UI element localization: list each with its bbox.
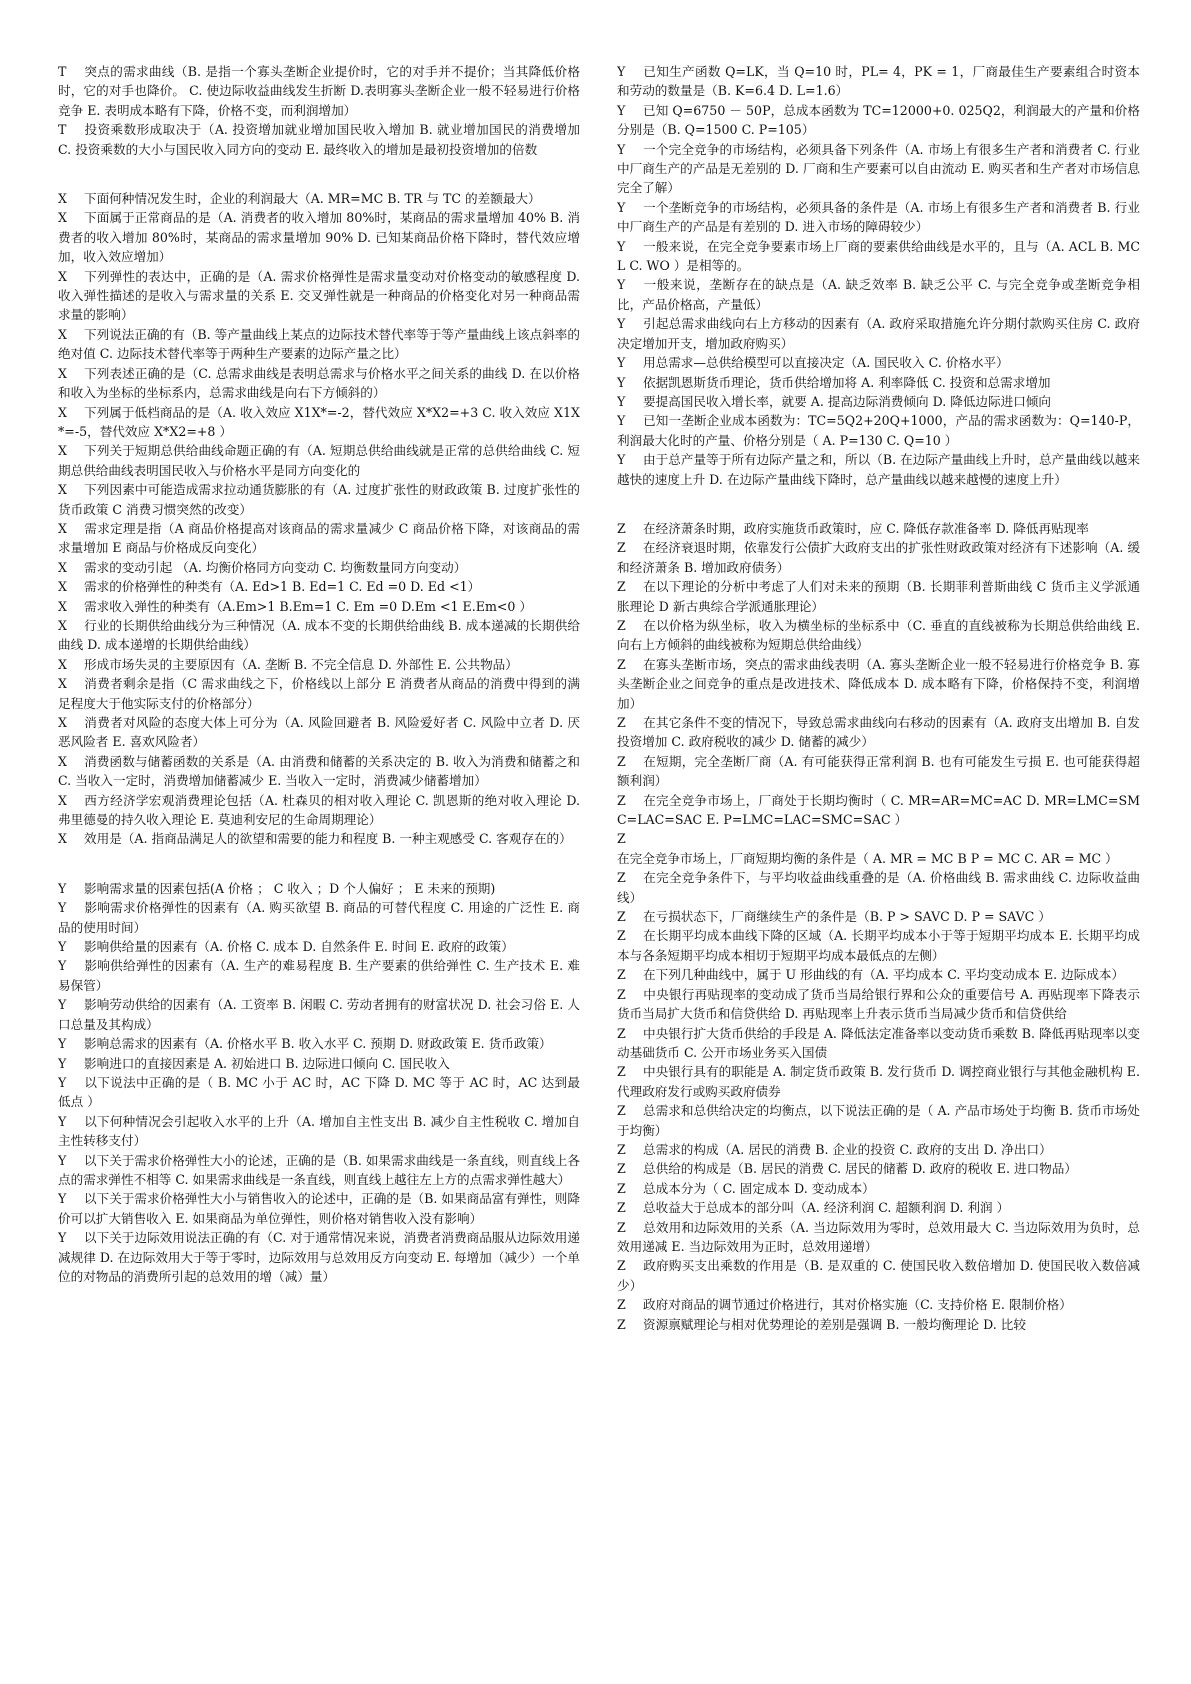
- question-entry: [617, 616, 1140, 655]
- right-column: [617, 62, 1140, 1664]
- index-letter: Y: [617, 238, 626, 254]
- question-entry: [617, 353, 1140, 372]
- index-letter: X: [58, 520, 67, 536]
- question-entry: [58, 995, 580, 1034]
- question-entry: [617, 314, 1140, 353]
- index-letter: Y: [617, 316, 626, 332]
- index-letter: Z: [617, 540, 626, 556]
- question-text: 由于总产量等于所有边际产量之和，所以（B. 在边际产量曲线上升时，总产量曲线以越来越快的速度上升 D. 在边际产量曲线下降时，总产量曲线以越来越慢的速度上升）: [617, 452, 1140, 487]
- index-letter: Y: [617, 141, 626, 157]
- question-entry: [58, 1228, 580, 1286]
- index-letter: Z: [617, 1180, 626, 1196]
- question-entry: [58, 1112, 580, 1151]
- question-text: 总供给的构成是（B. 居民的消费 C. 居民的储蓄 D. 政府的税收 E. 进口物品）: [643, 1161, 1077, 1177]
- question-entry: [617, 926, 1140, 965]
- index-letter: Y: [58, 958, 67, 974]
- question-text: 已知一垄断企业成本函数为：TC=5Q2+20Q+1000，产品的需求函数为：Q=140-P，利润最大化时的产量、价格分别是（ A. P=130 C. Q=10 ）: [617, 413, 1140, 448]
- question-entry: [58, 937, 580, 956]
- index-letter: Y: [617, 374, 626, 390]
- question-entry: [58, 791, 580, 830]
- question-text: 下列因素中可能造成需求拉动通货膨胀的有（A. 过度扩张性的财政政策 B. 过度扩张性的货币政策 C 消费习惯突然的改变）: [58, 482, 580, 517]
- question-entry: [58, 616, 580, 655]
- question-text: 一个完全竞争的市场结构，必须具备下列条件（A. 市场上有很多生产者和消费者 C. 行业中厂商生产的产品是无差别的 D. 厂商和生产要素可以自由流动 E. 购买者和生产者对市场信息完全了解）: [617, 141, 1140, 196]
- index-letter: X: [58, 326, 67, 342]
- question-text: 下面属于正常商品的是（A. 消费者的收入增加 80%时，某商品的需求量增加 40% B. 消费者的收入增加 80%时，某商品的需求量增加 90% D. 已知某商品价格下降时，替代效应增加，收入效应增加）: [58, 210, 580, 265]
- question-entry: [58, 120, 580, 159]
- question-entry: [617, 1140, 1140, 1159]
- question-entry: [58, 713, 580, 752]
- question-text: 在短期，完全垄断厂商（A. 有可能获得正常利润 B. 也有可能发生亏损 E. 也可能获得超额利润）: [617, 753, 1140, 789]
- question-entry: [58, 577, 580, 596]
- question-entry: [58, 1073, 580, 1112]
- question-text: 总成本分为（ C. 固定成本 D. 变动成本）: [643, 1180, 875, 1196]
- question-text: 中央银行再贴现率的变动成了货币当局给银行界和公众的重要信号 A. 再贴现率下降表示货币当局扩大货币和信贷供给 D. 再贴现率上升表示货币当局减少货币和信贷供给: [617, 986, 1140, 1022]
- index-letter: Z: [617, 1258, 626, 1274]
- question-text: 影响需求价格弹性的因素有（A. 购买欲望 B. 商品的可替代程度 C. 用途的广泛性 E. 商品的使用时间）: [58, 900, 580, 935]
- index-letter: T: [58, 64, 67, 79]
- question-entry: [617, 538, 1140, 577]
- question-text: 在完全竞争市场上，厂商短期均衡的条件是（ A. MR = MC B P = MC C. AR = MC ）: [617, 850, 1118, 866]
- index-letter: Y: [617, 199, 626, 215]
- question-text: 总需求的构成（A. 居民的消费 B. 企业的投资 C. 政府的支出 D. 净出口）: [643, 1141, 1052, 1157]
- index-letter: X: [58, 792, 67, 808]
- index-letter: Y: [617, 452, 626, 468]
- question-entry: [58, 189, 580, 208]
- question-entry: [58, 1054, 580, 1073]
- index-letter: Y: [58, 1152, 67, 1168]
- question-text: 要提高国民收入增长率，就要 A. 提高边际消费倾向 D. 降低边际进口倾向: [643, 393, 1051, 409]
- question-entry: [58, 62, 580, 120]
- index-letter: Z: [617, 753, 626, 769]
- question-text: 影响供给弹性的因素有（A. 生产的难易程度 B. 生产要素的供给弹性 C. 生产技术 E. 难易保管）: [58, 958, 580, 993]
- question-text: 一个垄断竞争的市场结构，必须具备的条件是（A. 市场上有很多生产者和消费者 B. 行业中厂商生产的产品是有差别的 D. 进入市场的障碍较少）: [617, 199, 1140, 235]
- index-letter: X: [58, 831, 67, 847]
- question-text: 下列属于低档商品的是（A. 收入效应 X1X*=-2，替代效应 X*X2=+3 C. 收入效应 X1X*=-5，替代效应 X*X2=+8 ）: [58, 404, 580, 439]
- question-entry: [58, 267, 580, 325]
- question-entry: [617, 392, 1140, 411]
- question-text: 投资乘数形成取决于（A. 投资增加就业增加国民收入增加 B. 就业增加国民的消费增加 C. 投资乘数的大小与国民收入同方向的变动 E. 最终收入的增加是最初投资增加的倍数: [58, 122, 580, 157]
- question-text: 以下关于需求价格弹性大小的论述，正确的是（B. 如果需求曲线是一条直线，则直线上各点的需求弹性不相等 C. 如果需求曲线是一条直线，则直线上越往左上方的点需求弹性越大）: [58, 1152, 580, 1187]
- question-entry: [58, 364, 580, 403]
- question-entry: [58, 879, 580, 898]
- index-letter: X: [58, 676, 67, 692]
- question-entry: [617, 62, 1140, 101]
- question-entry: [58, 403, 580, 442]
- question-entry: [58, 752, 580, 791]
- question-text: 需求收入弹性的种类有（A.Em>1 B.Em=1 C. Em =0 D.Em <1 E.Em<0 ）: [84, 598, 533, 614]
- question-text: 政府购买支出乘数的作用是（B. 是双重的 C. 使国民收入数倍增加 D. 使国民收入数倍减少）: [617, 1258, 1140, 1293]
- question-entry: [617, 791, 1140, 830]
- question-entry: [617, 101, 1140, 140]
- index-letter: Z: [617, 1064, 626, 1080]
- index-letter: X: [58, 753, 67, 769]
- question-text: 消费者剩余是指（C 需求曲线之下，价格线以上部分 E 消费者从商品的消费中得到的满足程度大于他实际支付的价格部分）: [58, 676, 580, 711]
- index-letter: Z: [617, 870, 626, 886]
- index-letter: Z: [617, 831, 626, 847]
- index-letter: Y: [58, 880, 67, 896]
- question-entry: [58, 1189, 580, 1228]
- question-text: 在其它条件不变的情况下，导致总需求曲线向右移动的因素有（A. 政府支出增加 B. 自发投资增加 C. 政府税收的减少 D. 储蓄的减少）: [617, 715, 1140, 750]
- question-entry: [617, 655, 1140, 713]
- index-letter: X: [58, 365, 67, 381]
- index-letter: Y: [58, 1113, 67, 1129]
- question-text: 在长期平均成本曲线下降的区域（A. 长期平均成本小于等于短期平均成本 E. 长期平均成本与各条短期平均成本相切于短期平均成本最低点的左侧）: [617, 928, 1140, 963]
- question-text: 在以价格为纵坐标，收入为横坐标的坐标系中（C. 垂直的直线被称为长期总供给曲线 E. 向右上方倾斜的曲线被称为短期总供给曲线）: [617, 617, 1140, 653]
- question-text: 形成市场失灵的主要原因有（A. 垄断 B. 不完全信息 D. 外部性 E. 公共物品）: [84, 656, 518, 672]
- index-letter: Z: [617, 1025, 626, 1041]
- question-entry: [58, 829, 580, 848]
- index-letter: X: [58, 268, 67, 284]
- index-letter: X: [58, 617, 67, 633]
- question-text: 以下关于需求价格弹性大小与销售收入的论述中，正确的是（B. 如果商品富有弹性，则降价可以扩大销售收入 E. 如果商品为单位弹性，则价格对销售收入没有影响）: [58, 1191, 580, 1226]
- question-entry: [58, 519, 580, 558]
- question-entry: [617, 237, 1140, 276]
- index-letter: X: [58, 191, 67, 207]
- question-entry: [58, 480, 580, 519]
- index-letter: Y: [617, 413, 626, 429]
- question-text: 总需求和总供给决定的均衡点，以下说法正确的是（ A. 产品市场处于均衡 B. 货币市场处于均衡）: [617, 1103, 1140, 1138]
- question-entry: [58, 1034, 580, 1053]
- question-entry: [617, 1024, 1140, 1063]
- question-entry: [617, 411, 1140, 450]
- index-letter: Y: [58, 1036, 67, 1052]
- question-text: 下列表述正确的是（C. 总需求曲线是表明总需求与价格水平之间关系的曲线 D. 在以价格和收入为坐标的坐标系内，总需求曲线是向右下方倾斜的）: [58, 365, 580, 401]
- question-entry: [617, 198, 1140, 237]
- index-letter: X: [58, 210, 67, 226]
- question-entry: [617, 1315, 1140, 1334]
- question-text: 在下列几种曲线中，属于 U 形曲线的有（A. 平均成本 C. 平均变动成本 E. 边际成本）: [643, 967, 1125, 983]
- question-entry: [617, 1198, 1140, 1217]
- index-letter: Y: [617, 102, 626, 118]
- question-text: 以下说法中正确的是（ B. MC 小于 AC 时，AC 下降 D. MC 等于 AC 时，AC 达到最低点 ）: [58, 1074, 580, 1110]
- question-text: 以下关于边际效用说法正确的有（C. 对于通常情况来说，消费者消费商品服从边际效用递减规律 D. 在边际效用大于等于零时，边际效用与总效用反方向变动 E. 每增加（减少）一个单位的对物品的消费所引起的总效用的增（减）量）: [58, 1230, 580, 1284]
- index-letter: Y: [58, 939, 67, 955]
- question-entry: [617, 1256, 1140, 1295]
- question-entry: [617, 868, 1140, 907]
- question-entry: [58, 558, 580, 577]
- question-text: 一般来说，垄断存在的缺点是（A. 缺乏效率 B. 缺乏公平 C. 与完全竞争或垄断竞争相比，产品价格高，产量低）: [617, 277, 1140, 312]
- question-text: 在经济萧条时期，政府实施货币政策时，应 C. 降低存款准备率 D. 降低再贴现率: [643, 520, 1089, 536]
- index-letter: X: [58, 598, 67, 614]
- question-entry: [617, 829, 1140, 868]
- question-entry: [58, 441, 580, 480]
- question-text: 效用是（A. 指商品满足人的欲望和需要的能力和程度 B. 一种主观感受 C. 客观存在的）: [84, 831, 572, 847]
- index-letter: Y: [617, 64, 626, 79]
- question-entry: [617, 907, 1140, 926]
- question-text: 影响劳动供给的因素有（A. 工资率 B. 闲暇 C. 劳动者拥有的财富状况 D. 社会习俗 E. 人口总量及其构成）: [58, 997, 580, 1032]
- index-letter: Z: [617, 1141, 626, 1157]
- question-entry: [58, 956, 580, 995]
- question-text: 已知生产函数 Q=LK，当 Q=10 时，PL= 4，PK = 1，厂商最佳生产要素组合时资本和劳动的数量是（B. K=6.4 D. L=1.6）: [617, 64, 1140, 99]
- index-letter: Z: [617, 1297, 626, 1313]
- question-text: 用总需求—总供给模型可以直接决定（A. 国民收入 C. 价格水平）: [643, 355, 1009, 371]
- index-letter: X: [58, 579, 67, 595]
- index-letter: Z: [617, 928, 626, 944]
- index-letter: Z: [617, 1200, 626, 1216]
- index-letter: Z: [617, 967, 626, 983]
- question-entry: [617, 965, 1140, 984]
- question-text: 在经济衰退时期，依靠发行公债扩大政府支出的扩张性财政政策对经济有下述影响（A. 缓和经济萧条 B. 增加政府债务）: [617, 540, 1140, 575]
- question-entry: [617, 1179, 1140, 1198]
- index-letter: Z: [617, 1219, 626, 1235]
- question-text: 需求的变动引起 （A. 均衡价格同方向变动 C. 均衡数量同方向变动）: [84, 559, 467, 575]
- index-letter: Z: [617, 1161, 626, 1177]
- index-letter: T: [58, 122, 67, 138]
- question-text: 影响总需求的因素有（A. 价格水平 B. 收入水平 C. 预期 D. 财政政策 E. 货币政策）: [84, 1036, 552, 1052]
- index-letter: Y: [58, 1230, 67, 1246]
- index-letter: Y: [58, 1055, 67, 1071]
- index-letter: Z: [617, 617, 626, 633]
- question-text: 下列关于短期总供给曲线命题正确的有（A. 短期总供给曲线就是正常的总供给曲线 C. 短期总供给曲线表明国民收入与价格水平是同方向变化的: [58, 443, 580, 478]
- question-entry: [617, 275, 1140, 314]
- question-text: 以下何种情况会引起收入水平的上升（A. 增加自主性支出 B. 减少自主性税收 C. 增加自主性转移支付）: [58, 1113, 580, 1149]
- question-entry: [617, 519, 1140, 538]
- index-letter: X: [58, 559, 67, 575]
- question-text: 行业的长期供给曲线分为三种情况（A. 成本不变的长期供给曲线 B. 成本递减的长期供给曲线 D. 成本递增的长期供给曲线）: [58, 617, 580, 653]
- question-text: 引起总需求曲线向右上方移动的因素有（A. 政府采取措施允许分期付款购买住房 C. 政府决定增加开支，增加政府购买）: [617, 316, 1140, 351]
- question-entry: [617, 450, 1140, 489]
- index-letter: Z: [617, 986, 626, 1002]
- question-entry: [617, 1101, 1140, 1140]
- question-text: 在寡头垄断市场，突点的需求曲线表明（A. 寡头垄断企业一般不轻易进行价格竞争 B. 寡头垄断企业之间竞争的重点是改进技术、降低成本 D. 成本略有下降，价格保持不变，利润增加）: [617, 656, 1140, 711]
- question-text: 中央银行扩大货币供给的手段是 A. 降低法定准备率以变动货币乘数 B. 降低再贴现率以变动基础货币 C. 公开市场业务买入国债: [617, 1025, 1140, 1060]
- question-text: 消费者对风险的态度大体上可分为（A. 风险回避者 B. 风险爱好者 C. 风险中立者 D. 厌恶风险者 E. 喜欢风险者）: [58, 715, 580, 750]
- index-letter: Z: [617, 792, 626, 808]
- question-entry: [58, 674, 580, 713]
- question-text: 中央银行具有的职能是 A. 制定货币政策 B. 发行货币 D. 调控商业银行与其他金融机构 E. 代理政府发行或购买政府债券: [617, 1064, 1140, 1099]
- question-text: 下列弹性的表达中，正确的是（A. 需求价格弹性是需求量变动对价格变动的敏感程度 D. 收入弹性描述的是收入与需求量的关系 E. 交叉弹性就是一种商品的价格变化对另一种商品需求量的影响）: [58, 268, 580, 323]
- question-entry: [617, 577, 1140, 616]
- question-entry: [617, 1159, 1140, 1178]
- question-text: 突点的需求曲线（B. 是指一个寡头垄断企业提价时，它的对手并不提价；当其降低价格时，它的对手也降价。 C. 使边际收益曲线发生折断 D.表明寡头垄断企业一般不轻易进行价格竞争 E. 表明成本略有下降，价格不变，而利润增加）: [58, 64, 580, 118]
- index-letter: Z: [617, 909, 626, 925]
- question-text: 在亏损状态下，厂商继续生产的条件是（B. P > SAVC D. P = SAVC ）: [643, 909, 1051, 925]
- index-letter: Z: [617, 579, 626, 595]
- question-entry: [617, 1218, 1140, 1257]
- index-letter: Z: [617, 656, 626, 672]
- question-entry: [617, 373, 1140, 392]
- question-text: 总效用和边际效用的关系（A. 当边际效用为零时，总效用最大 C. 当边际效用为负时，总效用递减 E. 当边际效用为正时，总效用递增）: [617, 1219, 1140, 1254]
- question-text: 已知 Q=6750 － 50P，总成本函数为 TC=12000+0. 025Q2，利润最大的产量和价格分别是（B. Q=1500 C. P=105）: [617, 102, 1140, 138]
- question-text: 在完全竞争条件下，与平均收益曲线重叠的是（A. 价格曲线 B. 需求曲线 C. 边际收益曲线）: [617, 870, 1140, 905]
- index-letter: Z: [617, 715, 626, 730]
- index-letter: X: [58, 715, 67, 730]
- question-text: 消费函数与储蓄函数的关系是（A. 由消费和储蓄的关系决定的 B. 收入为消费和储蓄之和 C. 当收入一定时，消费增加储蓄减少 E. 当收入一定时，消费减少储蓄增加）: [58, 753, 580, 789]
- index-letter: Y: [617, 393, 626, 409]
- index-letter: Y: [617, 277, 626, 293]
- index-letter: Z: [617, 520, 626, 536]
- question-entry: [58, 655, 580, 674]
- question-text: 需求的价格弹性的种类有（A. Ed>1 B. Ed=1 C. Ed =0 D. Ed <1）: [84, 579, 481, 595]
- index-letter: Z: [617, 1316, 626, 1332]
- question-text: 在以下理论的分析中考虑了人们对未来的预期（B. 长期菲利普斯曲线 C 货币主义学派通胀理论 D 新古典综合学派通胀理论）: [617, 579, 1140, 614]
- question-entry: [58, 898, 580, 937]
- question-text: 影响需求量的因素包括(A 价格 ； C 收入 ；D 个人偏好 ； E 未来的预期): [84, 880, 496, 896]
- question-text: 一般来说，在完全竞争要素市场上厂商的要素供给曲线是水平的，且与（A. ACL B. MCL C. WO ）是相等的。: [617, 238, 1140, 274]
- index-letter: Y: [58, 900, 67, 916]
- index-letter: X: [58, 656, 67, 672]
- index-letter: Z: [617, 1103, 626, 1119]
- index-letter: Y: [58, 1191, 67, 1207]
- index-letter: X: [58, 404, 67, 420]
- question-entry: [617, 140, 1140, 198]
- question-entry: [58, 1151, 580, 1190]
- question-entry: [58, 597, 580, 616]
- left-column: [58, 62, 580, 1664]
- question-text: 下列说法正确的有（B. 等产量曲线上某点的边际技术替代率等于等产量曲线上该点斜率的绝对值 C. 边际技术替代率等于两种生产要素的边际产量之比）: [58, 326, 580, 362]
- question-text: 需求定理是指（A 商品价格提高对该商品的需求量减少 C 商品价格下降，对该商品的需求量增加 E 商品与价格成反向变化）: [58, 520, 580, 556]
- index-letter: X: [58, 443, 67, 459]
- question-entry: [58, 208, 580, 266]
- question-entry: [617, 1295, 1140, 1314]
- question-entry: [617, 985, 1140, 1024]
- question-text: 政府对商品的调节通过价格进行，其对价格实施（C. 支持价格 E. 限制价格）: [643, 1297, 1072, 1313]
- index-letter: X: [58, 482, 67, 498]
- index-letter: Y: [617, 355, 626, 371]
- index-letter: Y: [58, 1074, 67, 1090]
- question-text: 资源禀赋理论与相对优势理论的差别是强调 B. 一般均衡理论 D. 比较: [643, 1316, 1026, 1332]
- question-entry: [58, 325, 580, 364]
- question-entry: [617, 713, 1140, 752]
- question-text: 总收益大于总成本的部分叫（A. 经济利润 C. 超额利润 D. 利润 ）: [643, 1200, 1010, 1216]
- question-entry: [617, 1062, 1140, 1101]
- question-text: 影响进口的直接因素是 A. 初始进口 B. 边际进口倾向 C. 国民收入: [84, 1055, 450, 1071]
- question-entry: [617, 752, 1140, 791]
- question-text: 在完全竞争市场上，厂商处于长期均衡时（ C. MR=AR=MC=AC D. MR=LMC=SMC=LAC=SAC E. P=LMC=LAC=SMC=SAC ）: [617, 792, 1140, 828]
- question-text: 影响供给量的因素有（A. 价格 C. 成本 D. 自然条件 E. 时间 E. 政府的政策）: [84, 939, 514, 955]
- index-letter: Y: [58, 997, 67, 1013]
- question-text: 西方经济学宏观消费理论包括（A. 杜森贝的相对收入理论 C. 凯恩斯的绝对收入理论 D. 弗里德曼的持久收入理论 E. 莫迪利安尼的生命周期理论）: [58, 792, 580, 828]
- question-text: 依据凯恩斯货币理论，货币供给增加将 A. 利率降低 C. 投资和总需求增加: [643, 374, 1051, 390]
- question-text: 下面何种情况发生时，企业的利润最大（A. MR=MC B. TR 与 TC 的差额最大）: [84, 191, 541, 207]
